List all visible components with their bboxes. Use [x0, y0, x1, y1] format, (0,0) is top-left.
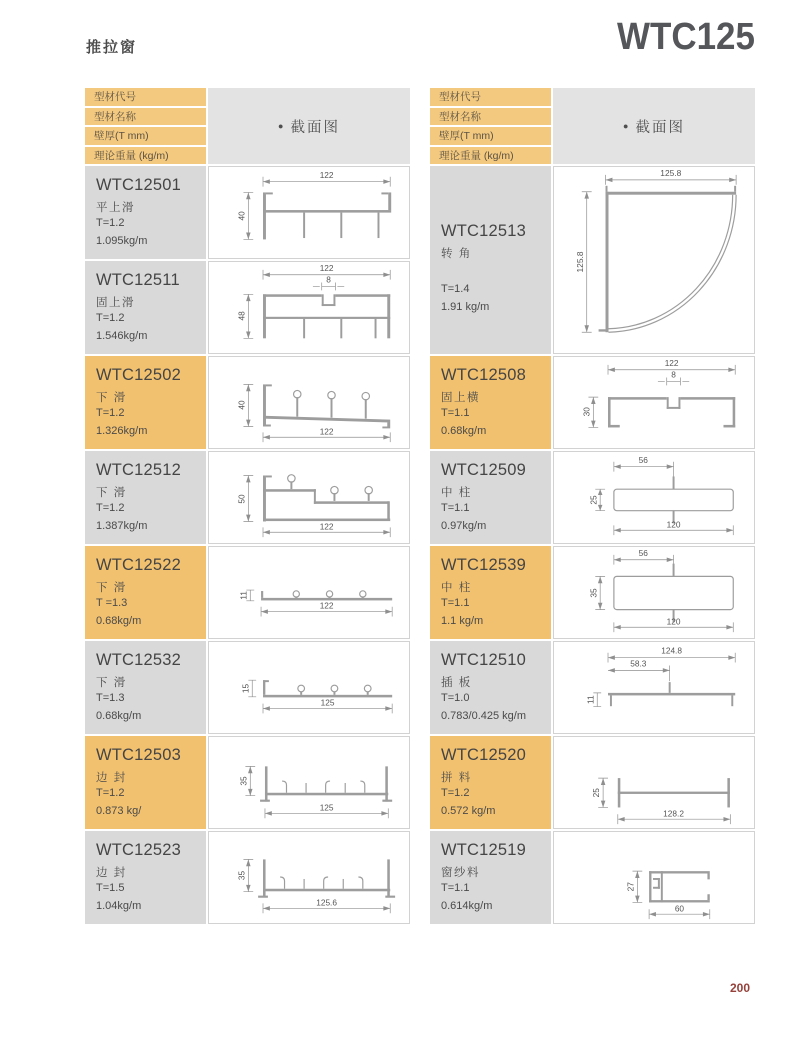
svg-text:40: 40 [236, 211, 247, 221]
svg-text:58.3: 58.3 [630, 658, 647, 669]
profile-code: WTC12519 [441, 841, 527, 859]
svg-text:125.6: 125.6 [316, 897, 337, 908]
profile-name: 插 板 [441, 677, 472, 689]
profile-name: 下 滑 [96, 392, 127, 404]
svg-text:25: 25 [591, 788, 602, 798]
profile-name: 边 封 [96, 867, 127, 879]
profile-name: 下 滑 [96, 677, 127, 689]
svg-text:122: 122 [319, 600, 334, 611]
svg-text:124.8: 124.8 [661, 645, 682, 656]
header-profile-name: 型材名称 [85, 108, 206, 126]
diagram-svg [209, 452, 409, 543]
table-row [430, 546, 755, 639]
svg-text:120: 120 [666, 519, 681, 530]
diagram-svg [209, 642, 409, 733]
profile-info [85, 451, 206, 544]
bullet-icon: ● [278, 121, 284, 131]
svg-text:125.8: 125.8 [574, 251, 585, 273]
svg-text:8: 8 [671, 369, 676, 380]
profile-name: 下 滑 [96, 582, 127, 594]
profile-info [430, 546, 551, 639]
table-row [85, 546, 410, 639]
svg-text:128.2: 128.2 [663, 808, 684, 819]
diagram-svg [554, 737, 754, 828]
series-title: WTC125 [617, 16, 755, 58]
svg-text:11: 11 [585, 695, 596, 705]
svg-text:48: 48 [236, 311, 247, 321]
table-row [85, 261, 410, 354]
weight: 1.326kg/m [96, 424, 148, 437]
header-profile-code: 型材代号 [430, 88, 551, 106]
bullet-icon: ● [623, 121, 629, 131]
diagram-svg [209, 262, 409, 353]
profile-info [430, 641, 551, 734]
svg-text:56: 56 [638, 547, 648, 558]
header-weight: 理论重量 (kg/m) [430, 147, 551, 165]
table-row [430, 641, 755, 734]
weight: 0.68kg/m [96, 614, 142, 627]
svg-text:122: 122 [319, 521, 334, 532]
profile-name: 中 柱 [441, 487, 472, 499]
weight: 1.095kg/m [96, 234, 148, 247]
cross-section-diagram [208, 641, 410, 734]
section-view-label: 截面图 [635, 119, 685, 136]
profile-info [85, 261, 206, 354]
profile-code: WTC12532 [96, 651, 182, 669]
header-section-view [553, 88, 755, 164]
cross-section-diagram [208, 736, 410, 829]
svg-text:27: 27 [625, 882, 636, 892]
profile-info [430, 166, 551, 354]
section-view-label: 截面图 [290, 119, 340, 136]
header-section-view [208, 88, 410, 164]
table-row [85, 451, 410, 544]
wall-thickness: T=1.0 [441, 692, 470, 704]
weight: 1.04kg/m [96, 899, 142, 912]
weight: 0.572 kg/m [441, 804, 496, 817]
table-header [430, 88, 755, 164]
header-profile-name: 型材名称 [430, 108, 551, 126]
profile-info [85, 166, 206, 259]
profile-info [85, 736, 206, 829]
weight: 1.546kg/m [96, 329, 148, 342]
profile-name: 边 封 [96, 772, 127, 784]
weight: 0.97kg/m [441, 519, 487, 532]
profile-name: 窗纱料 [441, 867, 480, 879]
wall-thickness: T=1.1 [441, 882, 470, 894]
profile-info [430, 451, 551, 544]
wall-thickness: T=1.1 [441, 597, 470, 609]
cross-section-diagram [208, 261, 410, 354]
wall-thickness: T=1.1 [441, 407, 470, 419]
cross-section-diagram [208, 356, 410, 449]
header-wall-thickness: 壁厚(T mm) [430, 127, 551, 145]
weight: 0.68kg/m [441, 424, 487, 437]
profile-info [430, 736, 551, 829]
header-profile-code: 型材代号 [85, 88, 206, 106]
svg-text:125: 125 [319, 802, 334, 813]
table-row [430, 831, 755, 924]
svg-text:15: 15 [240, 683, 251, 694]
svg-text:8: 8 [326, 274, 331, 285]
diagram-svg [554, 452, 754, 543]
table-header [85, 88, 410, 164]
svg-text:25: 25 [588, 495, 599, 505]
wall-thickness: T=1.2 [96, 502, 125, 514]
profile-code: WTC12508 [441, 366, 527, 384]
svg-text:122: 122 [319, 426, 334, 437]
weight: 1.91 kg/m [441, 300, 490, 313]
cross-section-diagram [553, 546, 755, 639]
profile-name: 平上滑 [96, 202, 135, 214]
diagram-svg [554, 357, 754, 448]
page-number: 200 [729, 981, 750, 995]
cross-section-diagram [208, 831, 410, 924]
profile-name: 拼 料 [441, 772, 472, 784]
cross-section-diagram [553, 166, 755, 354]
cross-section-diagram [208, 166, 410, 259]
profile-code: WTC12523 [96, 841, 182, 859]
cross-section-diagram [553, 831, 755, 924]
cross-section-diagram [208, 546, 410, 639]
wall-thickness: T =1.3 [96, 597, 128, 609]
svg-text:125: 125 [320, 697, 335, 708]
weight: 1.1 kg/m [441, 614, 484, 627]
weight: 1.387kg/m [96, 519, 148, 532]
profile-info [430, 831, 551, 924]
wall-thickness: T=1.2 [96, 217, 125, 229]
diagram-svg [554, 642, 754, 733]
profile-code: WTC12501 [96, 176, 182, 194]
spec-tables [85, 88, 755, 926]
svg-text:35: 35 [238, 776, 249, 786]
table-row [85, 641, 410, 734]
weight: 0.614kg/m [441, 899, 493, 912]
svg-text:122: 122 [664, 357, 679, 368]
wall-thickness: T=1.3 [96, 692, 125, 704]
profile-code: WTC12510 [441, 651, 527, 669]
header-weight: 理论重量 (kg/m) [85, 147, 206, 165]
weight: 0.68kg/m [96, 709, 142, 722]
profile-name: 中 柱 [441, 582, 472, 594]
profile-info [85, 831, 206, 924]
weight: 0.783/0.425 kg/m [441, 709, 527, 722]
cross-section-diagram [208, 451, 410, 544]
wall-thickness: T=1.5 [96, 882, 125, 894]
diagram-svg [554, 547, 754, 638]
wall-thickness: T=1.2 [96, 312, 125, 324]
diagram-svg [209, 832, 409, 923]
cross-section-diagram [553, 641, 755, 734]
profile-code: WTC12539 [441, 556, 527, 574]
profile-code: WTC12509 [441, 461, 527, 479]
table-row [85, 831, 410, 924]
cross-section-diagram [553, 451, 755, 544]
svg-text:35: 35 [236, 870, 247, 881]
svg-text:35: 35 [588, 588, 599, 598]
left-table [85, 88, 410, 926]
table-row [430, 451, 755, 544]
profile-code: WTC12522 [96, 556, 182, 574]
diagram-svg [554, 167, 754, 353]
wall-thickness: T=1.2 [96, 787, 125, 799]
profile-name: 转 角 [441, 248, 472, 260]
profile-info [85, 546, 206, 639]
weight: 0.873 kg/ [96, 804, 142, 817]
svg-text:60: 60 [674, 903, 685, 914]
diagram-svg [209, 737, 409, 828]
svg-text:120: 120 [666, 616, 681, 627]
diagram-svg [554, 832, 754, 923]
svg-text:122: 122 [319, 262, 334, 273]
table-row [430, 736, 755, 829]
page-category-title: 推拉窗 [86, 39, 138, 56]
profile-code: WTC12511 [96, 271, 180, 289]
svg-text:30: 30 [581, 407, 592, 417]
table-row [85, 356, 410, 449]
profile-name: 下 滑 [96, 487, 127, 499]
wall-thickness: T=1.2 [441, 787, 470, 799]
svg-text:56: 56 [638, 454, 648, 465]
diagram-svg [209, 357, 409, 448]
cross-section-diagram [553, 736, 755, 829]
svg-text:125.8: 125.8 [660, 167, 682, 178]
profile-code: WTC12513 [441, 222, 527, 240]
svg-text:50: 50 [236, 494, 247, 504]
svg-text:122: 122 [319, 169, 334, 180]
profile-code: WTC12503 [96, 746, 182, 764]
header-wall-thickness: 壁厚(T mm) [85, 127, 206, 145]
svg-text:40: 40 [236, 400, 247, 410]
table-row [430, 356, 755, 449]
diagram-svg [209, 167, 409, 258]
wall-thickness: T=1.2 [96, 407, 125, 419]
profile-code: WTC12520 [441, 746, 527, 764]
table-row [85, 166, 410, 259]
profile-info [430, 356, 551, 449]
profile-name: 固上滑 [96, 297, 135, 309]
right-table [430, 88, 755, 926]
profile-code: WTC12502 [96, 366, 182, 384]
profile-info [85, 641, 206, 734]
table-row [85, 736, 410, 829]
svg-text:11: 11 [238, 591, 249, 600]
cross-section-diagram [553, 356, 755, 449]
table-row [430, 166, 755, 354]
profile-code: WTC12512 [96, 461, 182, 479]
wall-thickness: T=1.4 [441, 283, 470, 295]
diagram-svg [209, 547, 409, 638]
profile-name: 固上横 [441, 392, 480, 404]
profile-info [85, 356, 206, 449]
wall-thickness: T=1.1 [441, 502, 470, 514]
